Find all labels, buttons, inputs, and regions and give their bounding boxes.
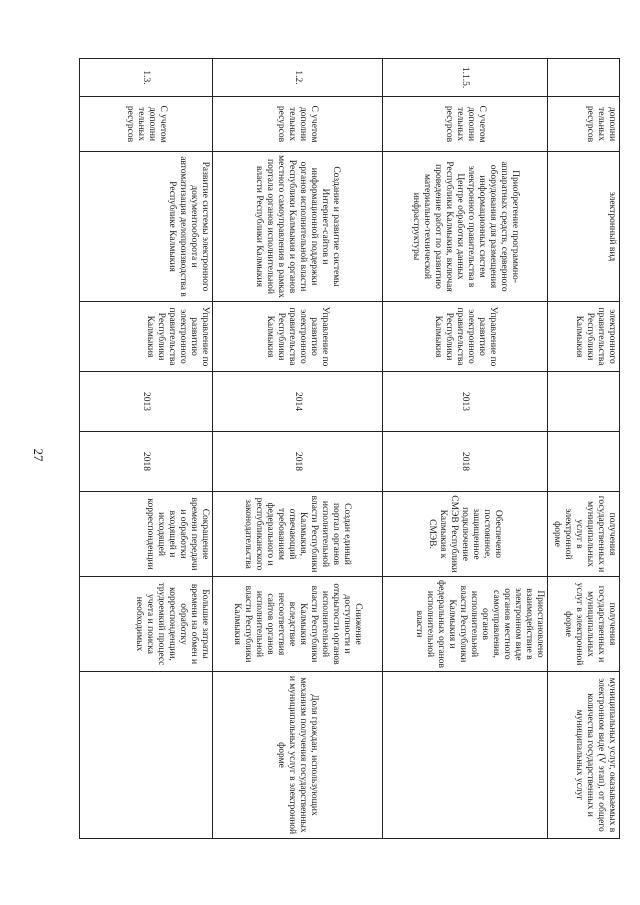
header-cell bbox=[548, 432, 620, 492]
row-number: 1.1.5. bbox=[383, 59, 548, 97]
row-source: С учетом дополни тельных ресурсов bbox=[213, 97, 383, 152]
row-number: 1.3. bbox=[80, 59, 213, 97]
table-row bbox=[383, 59, 548, 839]
header-cell bbox=[548, 59, 620, 97]
row-consequence: Большие затраты времени на обмен и обработку корреспонденции, трудоемкий процесс учета и поиска необходимых bbox=[80, 577, 213, 672]
header-cell: дополни тельных ресурсов bbox=[548, 97, 620, 152]
row-activity: Создание и развитие системы Интернет-сайтов и информационной поддержки органов исполнительной власти Республики Калмыкия и органов местного самоуправления в рамках портала органов исполнительной власти Республики Калмыкия bbox=[213, 152, 383, 302]
row-number: 1.2. bbox=[213, 59, 383, 97]
row-consequence: Снижение доступности и открытости органов исполнительной власти Республики Калмыкия вследствие несоответствия сайтов органов исполнительной власти Республики Калмыкия bbox=[213, 577, 383, 672]
rotated-table-wrapper bbox=[80, 58, 620, 838]
row-activity: Развитие системы электронного документооборота и автоматизация делопроизводства в Республике Калмыкия bbox=[80, 152, 213, 302]
row-executor: Управление по развитию электронного правительства Республики Калмыкия bbox=[383, 302, 548, 372]
row-indicator: Доля граждан, использующих механизм получения государственных и муниципальных услуг в электронной форме bbox=[213, 672, 383, 839]
row-executor: Управление по развитию электронного правительства Республики Калмыкия bbox=[213, 302, 383, 372]
row-source: С учетом дополни тельных ресурсов bbox=[383, 97, 548, 152]
row-source: С учетом дополни тельных ресурсов bbox=[80, 97, 213, 152]
row-indicator bbox=[383, 672, 548, 839]
row-activity: Приобретение программно-аппаратных средств, серверного оборудования для размещения информационных систем электронного правительства в Центре обработки данных Республики Калмыкия, включая проведение работ по развитию материально-технической инфраструктуры bbox=[383, 152, 548, 302]
program-table bbox=[79, 58, 620, 839]
header-cell: получения государственных и муниципальных услуг в электронной форме bbox=[548, 577, 620, 672]
row-end-year: 2018 bbox=[383, 432, 548, 492]
row-end-year: 2018 bbox=[213, 432, 383, 492]
header-cell: электронного правительства Республики Калмыкия bbox=[548, 302, 620, 372]
header-cell: электронный вид bbox=[548, 152, 620, 302]
row-start-year: 2013 bbox=[80, 372, 213, 432]
row-start-year: 2014 bbox=[213, 372, 383, 432]
header-cell bbox=[548, 372, 620, 432]
row-executor: Управление по развитию электронного правительства Республики Калмыкия bbox=[80, 302, 213, 372]
table-row bbox=[80, 59, 213, 839]
row-consequence: Приостановлено взаимодействие в электронном виде органов местного самоуправления, органов исполнительной власти Республики Калмыкия и федеральных органов исполнительной власти bbox=[383, 577, 548, 672]
page-number: 27 bbox=[31, 448, 46, 462]
row-result: Обеспечено постоянное, защищенное подключение СМЭВ Республики Калмыкия к СМЭВ. bbox=[383, 492, 548, 577]
row-result: Создан единый портал органов исполнительной власти Республики Калмыкия, отвечающий требованиям федерального и республиканского законодательства bbox=[213, 492, 383, 577]
row-result: Сокращение времени передачи и обработки входящей и исходящей корреспонденции bbox=[80, 492, 213, 577]
row-indicator bbox=[80, 672, 213, 839]
table-row bbox=[213, 59, 383, 839]
header-cell: получения государственных и муниципальных услуг в электронной форме bbox=[548, 492, 620, 577]
row-start-year: 2013 bbox=[383, 372, 548, 432]
table-row bbox=[548, 59, 620, 839]
row-end-year: 2018 bbox=[80, 432, 213, 492]
header-cell: муниципальных услуг, оказываемых в электронном виде (V этап), от общего количества государственных и муниципальных услуг bbox=[548, 672, 620, 839]
